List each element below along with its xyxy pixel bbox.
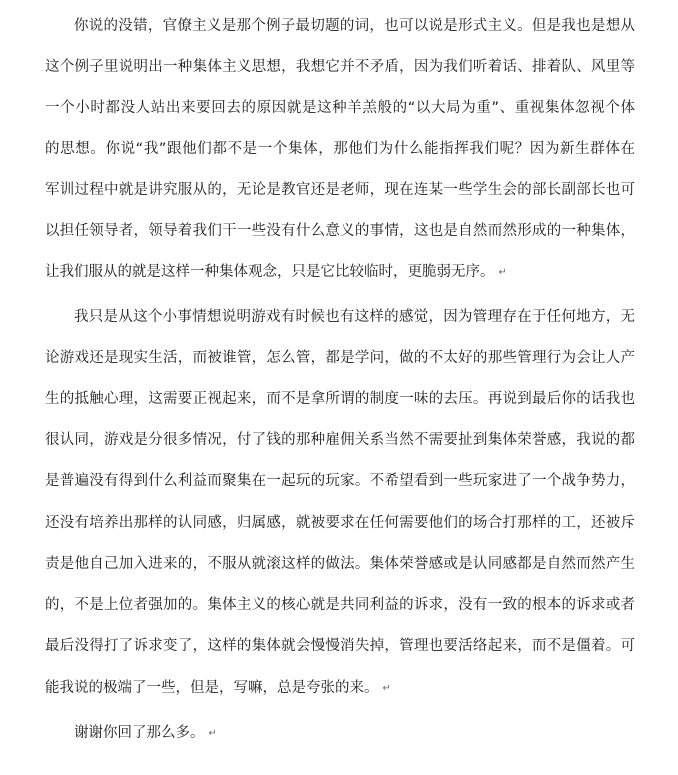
text-line: 谢谢你回了那么多。 — [74, 725, 205, 741]
text-line: 责是他自己加入进来的，不服从就滚这样的做法。集体荣誉感或是认同感都是自然而然产生 — [45, 556, 635, 572]
text-line: 军训过程中就是讲究服从的，无论是教官还是老师，现在连某一些学生会的部长副部长也可 — [45, 182, 635, 198]
text-line: 生的抵触心理，这需要正视起来，而不是拿所谓的制度一味的去压。再说到最后你的话我也 — [45, 391, 635, 407]
text-line-last — [74, 721, 635, 745]
text-line: 的思想。你说“我”跟他们都不是一个集体，那他们为什么能指挥我们呢？因为新生群体在 — [45, 141, 635, 157]
paragraph-mark-icon: ↵ — [208, 728, 217, 739]
text-line: 最后没得打了诉求变了，这样的集体就会慢慢消失掉，管理也要活络起来，而不是僵着。可 — [45, 638, 635, 654]
text-line: 一个小时都没人站出来要回去的原因就是这种羊羔般的“以大局为重”、重视集体忽视个体 — [45, 100, 635, 116]
text-line: 的，不是上位者强加的。集体主义的核心就是共同利益的诉求，没有一致的根本的诉求或者 — [45, 597, 635, 613]
text-line: 我只是从这个小事情想说明游戏有时候也有这样的感觉，因为管理存在于任何地方，无 — [74, 309, 635, 325]
paragraph-mark-icon: ↵ — [382, 683, 391, 694]
text-line: 还没有培养出那样的认同感，归属感，就被要求在任何需要他们的场合打那样的工，还被斥 — [45, 515, 635, 531]
text-line: 能我说的极端了一些，但是，写嘛，总是夸张的来。 — [45, 680, 379, 696]
paragraph-mark-icon: ↵ — [498, 267, 507, 278]
text-line: 这个例子里说明出一种集体主义思想，我想它并不矛盾，因为我们听着话、排着队、风里等 — [45, 59, 635, 75]
text-line-last — [45, 260, 635, 284]
text-line: 很认同，游戏是分很多情况，付了钱的那种雇佣关系当然不需要扯到集体荣誉感，我说的都 — [45, 432, 635, 448]
text-line: 论游戏还是现实生活，而被谁管，怎么管，都是学问，做的不太好的那些管理行为会让人产 — [45, 350, 635, 366]
text-line-last — [45, 676, 635, 700]
text-line: 以担任领导者，领导着我们干一些没有什么意义的事情，这也是自然而然形成的一种集体， — [45, 223, 635, 239]
text-line: 是普遍没有得到什么利益而聚集在一起玩的玩家。不希望看到一些玩家进了一个战争势力， — [45, 473, 635, 489]
text-line: 让我们服从的就是这样一种集体观念，只是它比较临时，更脆弱无序。 — [45, 264, 495, 280]
text-line: 你说的没错，官僚主义是那个例子最切题的词，也可以说是形式主义。但是我也是想从 — [74, 18, 635, 34]
